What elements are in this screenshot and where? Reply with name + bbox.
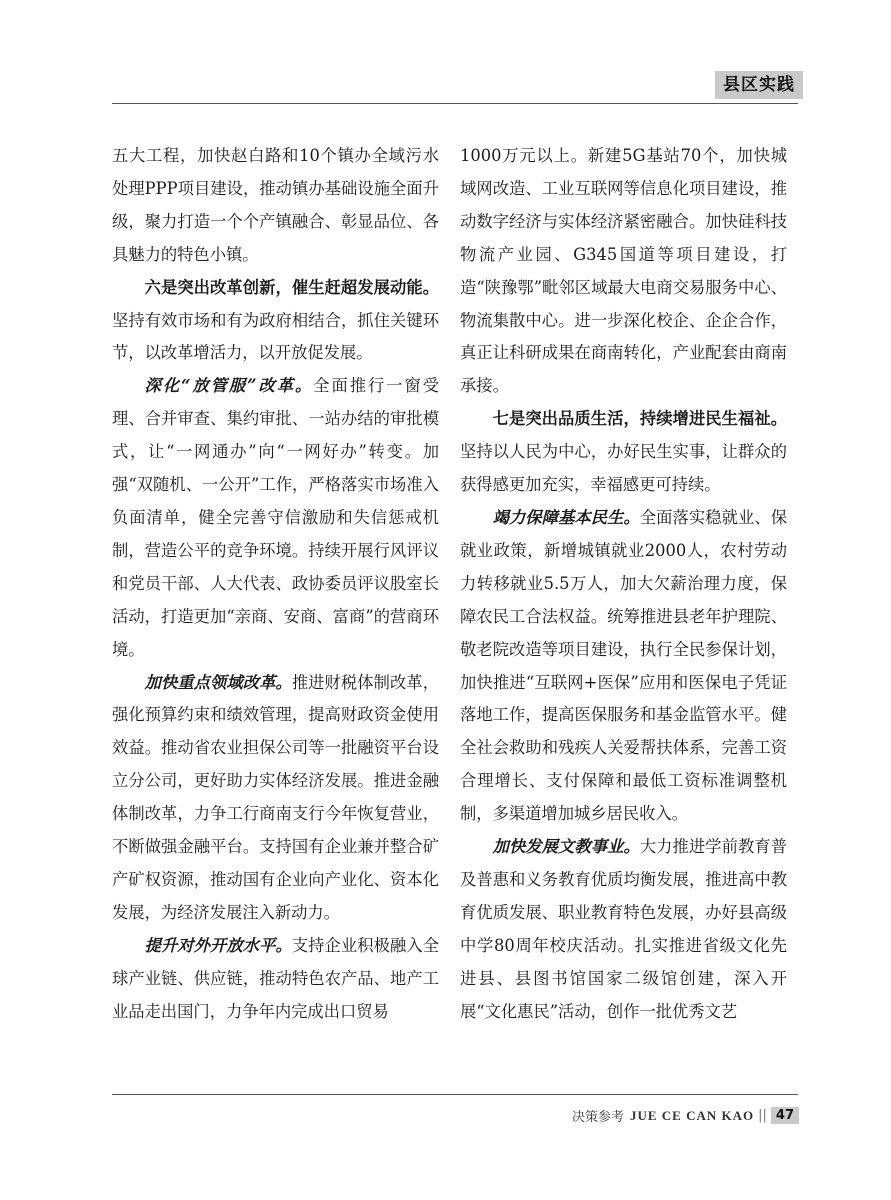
right-column	[460, 140, 787, 1028]
page-number: 47	[771, 1107, 799, 1124]
paragraph-text: 坚持以人民为中心，办好民生实事，让群众的获得感更加充实，幸福感更可持续。	[460, 442, 787, 495]
paragraph-subheading: 加快发展文教事业。	[492, 837, 640, 857]
paragraph	[112, 667, 439, 930]
paragraph-text: 支持企业积极融入全球产业链、供应链，推动特色农产品、地产工业品走出国门，力争年内完成出口贸易	[112, 935, 439, 1021]
paragraph-text: 1000万元以上。新建5G基站70个，加快城域网改造、工业互联网等信息化项目建设，推动数字经济与实体经济紧密融合。加快硅科技物流产业园、G345国道等项目建设，打造“陕豫鄂”毗邻区域最大电商交易服务中心、物流集散中心。进一步深化校企、企企合作，真正让科研成果在商南转化，产业配套由商南承接。	[460, 146, 787, 396]
footer-separator: ||	[758, 1108, 767, 1123]
paragraph-heading: 六是突出改革创新，催生赶超发展动能。	[144, 277, 439, 297]
left-column	[112, 140, 439, 1028]
paragraph	[112, 140, 439, 272]
paragraph-heading: 七是突出品质生活，持续增进民生福祉。	[492, 409, 787, 429]
paragraph	[112, 370, 439, 666]
journal-name-en: JUE CE CAN KAO	[629, 1107, 755, 1123]
paragraph-text: 坚持有效市场和有为政府相结合，抓住关键环节，以改革增活力，以开放促发展。	[112, 310, 439, 363]
paragraph	[460, 403, 787, 502]
paragraph	[460, 502, 787, 831]
paragraph-subheading: 竭力保障基本民生。	[492, 507, 640, 527]
paragraph	[112, 272, 439, 371]
paragraph-text: 大力推进学前教育普及普惠和义务教育优质均衡发展，推进高中教育优质发展、职业教育特色发展，办好县高级中学80周年校庆活动。扎实推进省级文化先进县、县图书馆国家二级馆创建，深入开展“文化惠民”活动，创作一批优秀文艺	[460, 837, 787, 1021]
paragraph-text: 推进财税体制改革，强化预算约束和绩效管理，提高财政资金使用效益。推动省农业担保公司等一批融资平台设立分公司，更好助力实体经济发展。推进金融体制改革，力争工行商南支行今年恢复营业，不断做强金融平台。支持国有企业兼并整合矿产矿权资源，推动国有企业向产业化、资本化发展，为经济发展注入新动力。	[112, 672, 439, 922]
footer-divider	[112, 1094, 798, 1095]
header-divider	[112, 103, 798, 104]
section-tag: 县区实践	[715, 71, 803, 99]
paragraph-subheading: 深化“放管服”改革。	[144, 376, 314, 396]
paragraph-text: 全面落实稳就业、保就业政策，新增城镇就业2000人，农村劳动力转移就业5.5万人，加大欠薪治理力度，保障农民工合法权益。统筹推进县老年护理院、敬老院改造等项目建设，执行全民参保计划，加快推进“互联网+医保”应用和医保电子凭证落地工作，提高医保服务和基金监管水平。健全社会救助和残疾人关爱帮扶体系，完善工资合理增长、支付保障和最低工资标准调整机制，多渠道增加城乡居民收入。	[460, 507, 787, 824]
paragraph	[460, 831, 787, 1028]
journal-name-cn: 决策参考	[571, 1110, 624, 1125]
paragraph-subheading: 提升对外开放水平。	[144, 935, 292, 955]
paragraph	[460, 140, 787, 403]
paragraph-text: 五大工程，加快赵白路和10个镇办全域污水处理PPP项目建设，推动镇办基础设施全面升级，聚力打造一个个产镇融合、彰显品位、各具魅力的特色小镇。	[112, 146, 439, 264]
paragraph-text: 全面推行一窗受理、合并审查、集约审批、一站办结的审批模式，让“一网通办”向“一网好办”转变。加强“双随机、一公开”工作，严格落实市场准入负面清单，健全完善守信激励和失信惩戒机制，营造公平的竞争环境。持续开展行风评议和党员干部、人大代表、政协委员评议股室长活动，打造更加“亲商、安商、富商”的营商环境。	[112, 376, 439, 659]
page-footer	[572, 1106, 799, 1125]
paragraph-subheading: 加快重点领域改革。	[144, 672, 292, 692]
paragraph	[112, 930, 439, 1029]
